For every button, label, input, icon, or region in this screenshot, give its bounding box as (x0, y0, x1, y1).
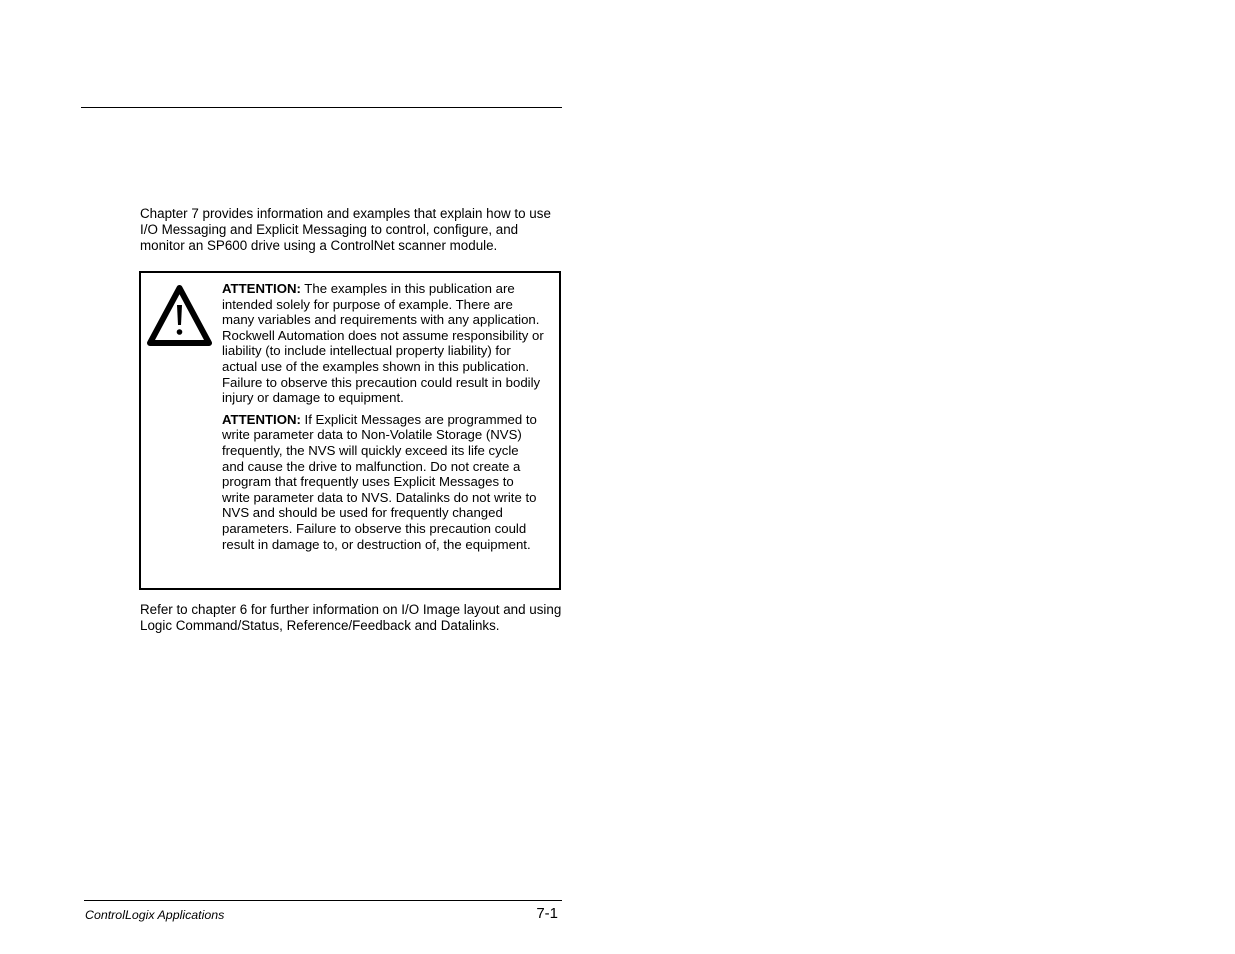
attention-box (139, 271, 561, 590)
footer-title: ControlLogix Applications (85, 908, 225, 922)
attention-label: ATTENTION: (222, 281, 301, 296)
attention-label: ATTENTION: (222, 411, 301, 427)
intro-paragraph: Chapter 7 provides information and examples that explain how to use I/O Messaging and Explicit Messaging to control, configure, and monitor an SP600 drive using a ControlNet scanner module. (140, 206, 551, 253)
page-number: 7-1 (536, 905, 558, 922)
outro-paragraph: Refer to chapter 6 for further information on I/O Image layout and using Logic Command/Status, Reference/Feedback and Datalinks. (140, 602, 562, 633)
warning-triangle-icon (146, 283, 213, 347)
footer-rule (84, 900, 562, 901)
attention-item-2 (222, 412, 544, 552)
attention-text: If Explicit Messages are programmed to write parameter data to Non-Volatile Storage (NVS) frequently, the NVS will quickly exceed its life cycle and cause the drive to malfunction. Do not create a program that frequently uses Explicit Messages to write parameter data to NVS. Datalinks do not write to NVS and should be used for frequently changed parameters. Failure to observe this precaution could result in damage to, or destruction of, the equipment. (222, 411, 537, 552)
top-rule (81, 107, 562, 108)
attention-item-1 (222, 281, 544, 406)
attention-texts (222, 281, 544, 558)
attention-text: The examples in this publication are intended solely for purpose of example. There are many variables and requirements with any application. Rockwell Automation does not assume responsibility or liability (to include intellectual property liability) for actual use of the examples shown in this publication. Failure to observe this precaution could result in bodily injury or damage to equipment. (222, 281, 544, 406)
